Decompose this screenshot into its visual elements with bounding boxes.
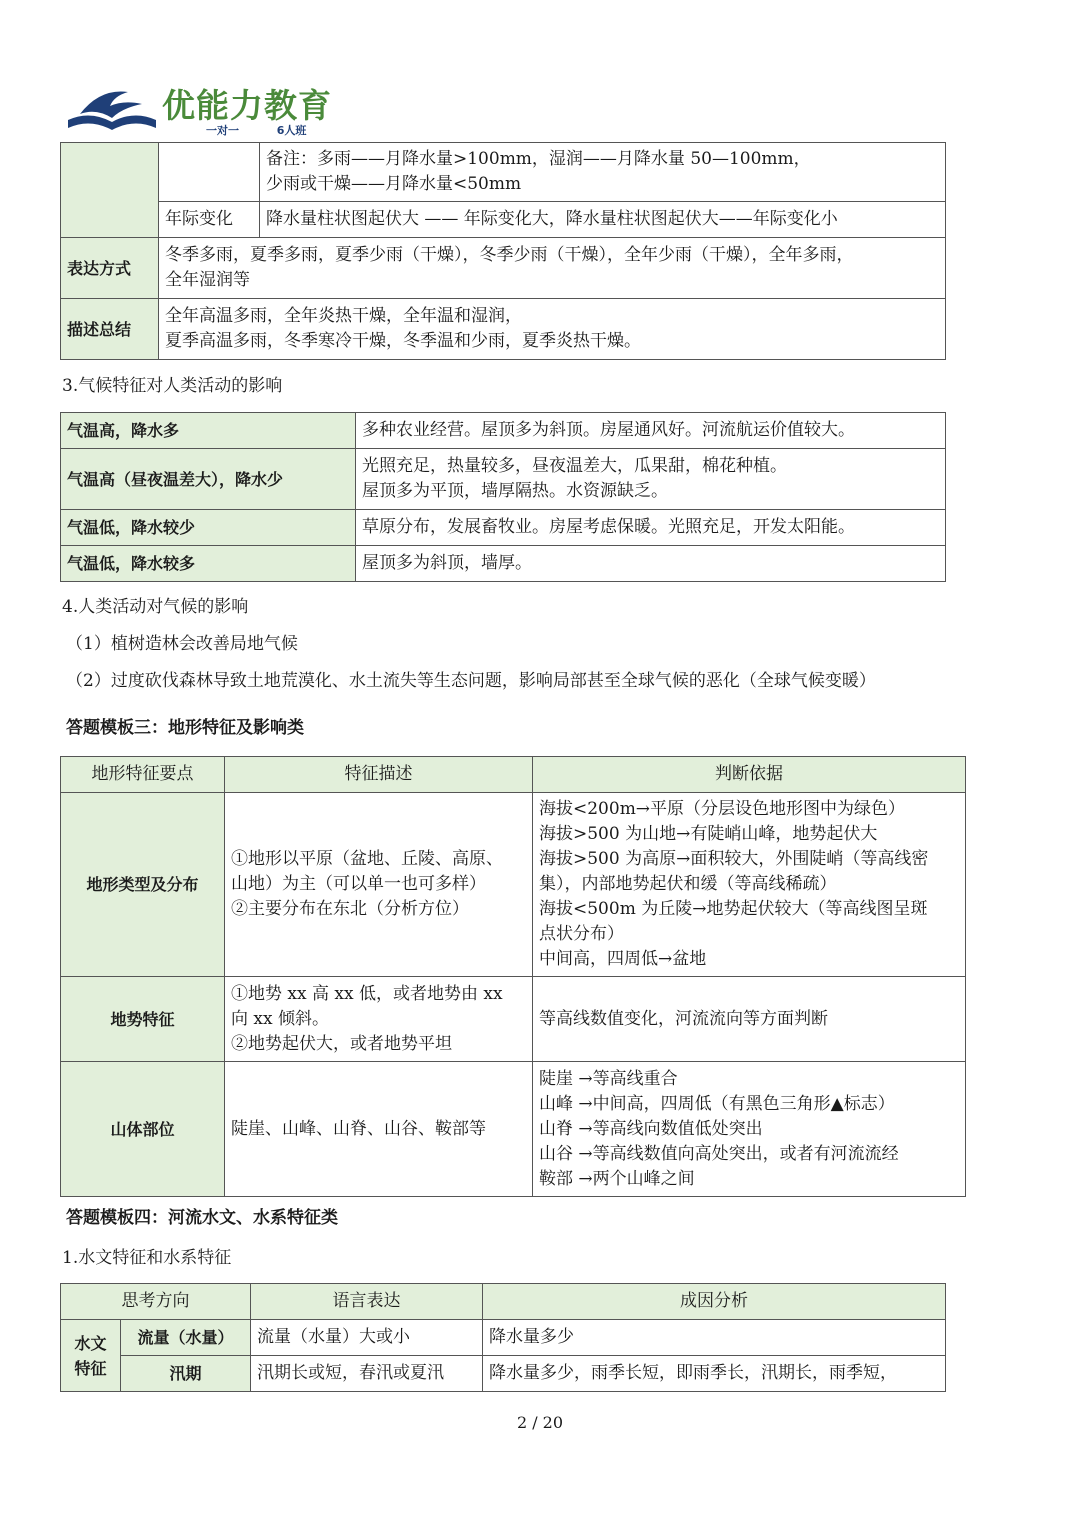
impact-cell: 草原分布，发展畜牧业。房屋考虑保暖。光照充足，开发太阳能。 [356, 510, 946, 546]
summary-line: 全年高温多雨，全年炎热干燥，全年温和湿润， [165, 306, 522, 326]
impact-line: 屋顶多为平顶，墙厚隔热。水资源缺乏。 [362, 481, 668, 501]
template4-subtitle: 1.水文特征和水系特征 [62, 1248, 232, 1268]
basis-line: 山峰 →中间高，四周低（有黑色三角形▲标志） [539, 1093, 895, 1114]
expr-cell: 流量（水量）大或小 [251, 1320, 483, 1356]
condition-cell: 气温低，降水较多 [61, 546, 356, 582]
table-row [61, 510, 946, 546]
template4-heading: 答题模板四：河流水文、水系特征类 [66, 1208, 338, 1228]
summary-label: 描述总结 [61, 299, 159, 360]
desc-line: 向 xx 倾斜。 [231, 1008, 329, 1029]
basis-line: 集），内部地势起伏和缓（等高线稀疏） [539, 874, 837, 894]
desc-cell: 陡崖、山峰、山脊、山谷、鞍部等 [225, 1062, 533, 1197]
desc-line: 山地）为主（可以单一也可多样） [231, 874, 486, 894]
empty-cell [159, 143, 260, 202]
expr-label: 表达方式 [61, 238, 159, 299]
table-row [61, 413, 946, 449]
table-header-row [61, 1284, 946, 1320]
group-label-line: 特征 [74, 1358, 107, 1378]
desc-line: ②主要分布在东北（分析方位） [231, 899, 469, 919]
item-label: 流量（水量） [121, 1320, 251, 1356]
precipitation-table [60, 142, 946, 360]
expr-line: 全年湿润等 [165, 270, 250, 290]
basis-line: 海拔>500 为山地→有陡峭山峰，地势起伏大 [539, 824, 878, 844]
col-header: 特征描述 [225, 757, 533, 793]
condition-cell: 气温高（昼夜温差大），降水少 [61, 449, 356, 510]
cause-cell: 降水量多少 [483, 1320, 946, 1356]
desc-cell [225, 793, 533, 977]
tagline-right: 6人班 [276, 124, 307, 137]
page-number: 2 / 20 [516, 1413, 564, 1432]
impact-cell: 屋顶多为斜顶，墙厚。 [356, 546, 946, 582]
group-label [61, 1320, 121, 1392]
climate-impact-table [60, 412, 946, 582]
section4-title: 4.人类活动对气候的影响 [62, 597, 249, 617]
basis-line: 陡崖 →等高线重合 [539, 1068, 678, 1089]
basis-line: 海拔>500 为高原→面积较大，外围陡峭（等高线密 [539, 849, 929, 869]
col-header: 判断依据 [533, 757, 966, 793]
basis-line: 海拔<500m 为丘陵→地势起伏较大（等高线图呈斑 [539, 899, 928, 919]
basis-line: 山脊 →等高线向数值低处突出 [539, 1118, 763, 1139]
landform-table [60, 756, 966, 1197]
hydrology-table [60, 1283, 946, 1392]
expr-cell: 汛期长或短，春汛或夏汛 [251, 1356, 483, 1392]
tagline-left: 一对一 [206, 124, 239, 137]
basis-line: 鞍部 →两个山峰之间 [539, 1168, 695, 1189]
condition-cell: 气温低，降水较少 [61, 510, 356, 546]
group-label-line: 水文 [74, 1333, 107, 1353]
condition-cell: 气温高，降水多 [61, 413, 356, 449]
item-label: 汛期 [121, 1356, 251, 1392]
row-label: 地形类型及分布 [61, 793, 225, 977]
brand-tagline [206, 122, 306, 138]
brand-title: 优能力教育 [162, 86, 332, 125]
basis-cell [533, 1062, 966, 1197]
book-bird-icon [66, 82, 158, 134]
annual-label: 年际变化 [159, 202, 260, 238]
basis-cell: 等高线数值变化，河流流向等方面判断 [533, 977, 966, 1062]
note-line: 少雨或干燥——月降水量<50mm [266, 174, 522, 194]
section3-title: 3.气候特征对人类活动的影响 [62, 376, 283, 396]
table-row [61, 1356, 946, 1392]
desc-line: ②地势起伏大，或者地势平坦 [231, 1033, 452, 1054]
col-header: 语言表达 [251, 1284, 483, 1320]
expr-cell [159, 238, 946, 299]
col-header: 思考方向 [61, 1284, 251, 1320]
expr-line: 冬季多雨，夏季多雨，夏季少雨（干燥），冬季少雨（干燥），全年少雨（干燥），全年多雨， [165, 245, 854, 265]
col-header: 成因分析 [483, 1284, 946, 1320]
table-row [61, 202, 946, 238]
row-label: 地势特征 [61, 977, 225, 1062]
impact-cell [356, 449, 946, 510]
table-row [61, 143, 946, 202]
impact-line: 光照充足，热量较多，昼夜温差大，瓜果甜，棉花种植。 [362, 456, 787, 476]
basis-cell [533, 793, 966, 977]
desc-cell [225, 977, 533, 1062]
summary-cell [159, 299, 946, 360]
table-row [61, 977, 966, 1062]
col-header: 地形特征要点 [61, 757, 225, 793]
section4-item: （1）植树造林会改善局地气候 [66, 634, 298, 654]
empty-label-cell [61, 143, 159, 238]
impact-cell: 多种农业经营。屋顶多为斜顶。房屋通风好。河流航运价值较大。 [356, 413, 946, 449]
section4-item: （2）过度砍伐森林导致土地荒漠化、水土流失等生态问题，影响局部甚至全球气候的恶化（全球气候变暖） [66, 671, 876, 691]
template3-heading: 答题模板三：地形特征及影响类 [66, 718, 304, 738]
table-header-row [61, 757, 966, 793]
table-row [61, 238, 946, 299]
note-line: 备注：多雨——月降水量>100mm，湿润——月降水量 50—100mm， [266, 149, 811, 169]
basis-line: 山谷 →等高线数值向高处突出，或者有河流流经 [539, 1143, 899, 1164]
cause-cell: 降水量多少，雨季长短，即雨季长，汛期长，雨季短， [483, 1356, 946, 1392]
desc-line: ①地形以平原（盆地、丘陵、高原、 [231, 849, 503, 869]
note-cell [260, 143, 946, 202]
desc-line: ①地势 xx 高 xx 低，或者地势由 xx [231, 983, 503, 1004]
brand-logo [66, 78, 356, 138]
table-row [61, 546, 946, 582]
table-row [61, 1062, 966, 1197]
table-row [61, 1320, 946, 1356]
table-row [61, 299, 946, 360]
table-row [61, 449, 946, 510]
basis-line: 中间高，四周低→盆地 [539, 949, 707, 969]
summary-line: 夏季高温多雨，冬季寒冷干燥，冬季温和少雨，夏季炎热干燥。 [165, 331, 641, 351]
annual-text: 降水量柱状图起伏大 —— 年际变化大，降水量柱状图起伏大——年际变化小 [260, 202, 946, 238]
basis-line: 海拔<200m→平原（分层设色地形图中为绿色） [539, 799, 906, 819]
basis-line: 点状分布） [539, 924, 624, 944]
row-label: 山体部位 [61, 1062, 225, 1197]
table-row [61, 793, 966, 977]
